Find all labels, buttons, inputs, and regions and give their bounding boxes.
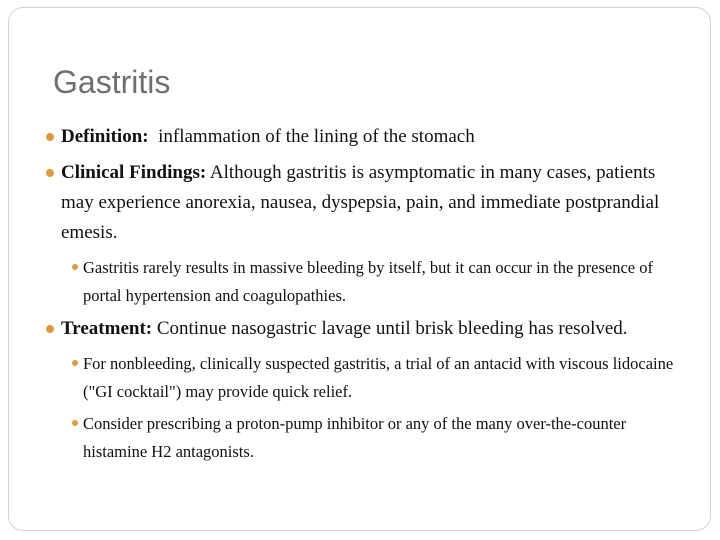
sub-bullet-dot-icon bbox=[72, 264, 78, 270]
sub-bullet-ppi bbox=[43, 410, 683, 466]
slide-title: Gastritis bbox=[53, 64, 171, 100]
bullet-term: Treatment: bbox=[61, 318, 153, 339]
bullet-definition bbox=[43, 122, 683, 152]
sub-bullet-antacid bbox=[43, 350, 683, 406]
bullet-text: Although gastritis is asymptomatic in many cases, patients may experience anorexia, nausea, dyspepsia, pain, and immediate postprandial emesis. bbox=[61, 162, 665, 243]
sub-bullet-dot-icon bbox=[72, 360, 78, 366]
sub-bullet-text: Consider prescribing a proton-pump inhibitor or any of the many over-the-counter histamine H2 antagonists. bbox=[83, 414, 627, 461]
slide-body bbox=[43, 122, 683, 470]
bullet-term: Definition: bbox=[61, 126, 149, 147]
slide bbox=[8, 7, 711, 531]
sub-bullet-text: For nonbleeding, clinically suspected gastritis, a trial of an antacid with viscous lidocaine ("GI cocktail") may provide quick relief. bbox=[83, 354, 674, 401]
bullet-term: Clinical Findings: bbox=[61, 162, 207, 183]
bullet-clinical-findings bbox=[43, 158, 683, 248]
sub-bullet-bleeding bbox=[43, 254, 683, 310]
bullet-text: Continue nasogastric lavage until brisk bleeding has resolved. bbox=[152, 318, 628, 339]
sub-bullet-dot-icon bbox=[72, 420, 78, 426]
bullet-dot-icon bbox=[46, 169, 54, 177]
bullet-treatment bbox=[43, 314, 683, 344]
bullet-text: inflammation of the lining of the stomach bbox=[148, 126, 475, 147]
bullet-dot-icon bbox=[46, 133, 54, 141]
bullet-dot-icon bbox=[46, 325, 54, 333]
sub-bullet-text: Gastritis rarely results in massive bleeding by itself, but it can occur in the presence of portal hypertension and coagulopathies. bbox=[83, 258, 653, 305]
